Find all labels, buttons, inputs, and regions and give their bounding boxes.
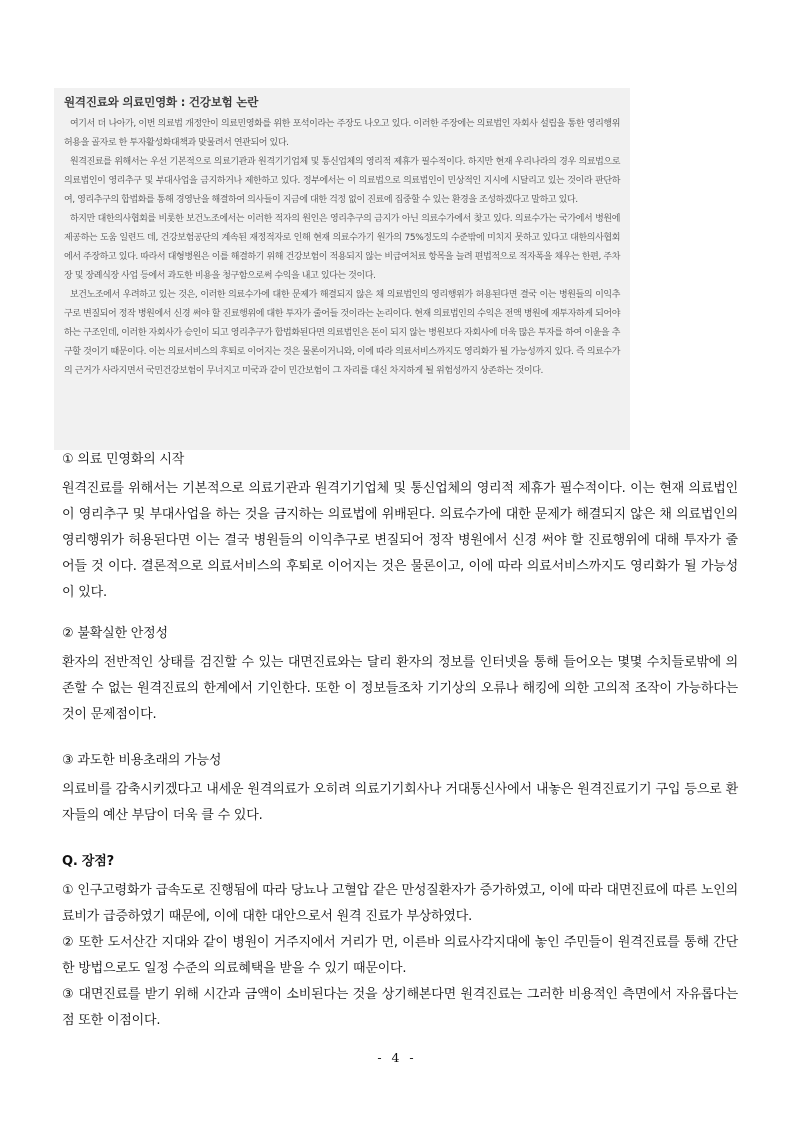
section-title: ③ 과도한 비용초래의 가능성 [62, 753, 222, 768]
advantage-item: ② 또한 도서산간 지대와 같이 병원이 거주지에서 거리가 먼, 이른바 의료사각지대에 놓인 주민들이 원격진료를 통해 간단한 방법으로도 일정 수준의 의료혜택을 받을 수 있기 때문이다. [62, 935, 738, 976]
excerpt-paragraph: 원격진료를 위해서는 우선 기본적으로 의료기관과 원격기기업체 및 통신업체의 영리적 제휴가 필수적이다. 하지만 현재 우리나라의 경우 의료법으로 의료법인이 영리추구 및 부대사업을 금지하거나 제한하고 있다. 정부에서는 이 의료법으로 의료법인이 민상적인 지시에 시달리고 있는 것이라 판단하여, 영리추구의 합법화를 통해 경영난을 해결하여 의사들이 지금에 대한 걱정 없이 진료에 집중할 수 있는 환경을 조성하겠다고 말하고 있다. [64, 157, 620, 205]
excerpt-paragraph: 여기서 더 나아가, 이번 의료법 개정안이 의료민영화를 위한 포석이라는 주장도 나오고 있다. 이러한 주장에는 의료법인 자회사 설립을 통한 영리행위 허용을 골자로 한 투자활성화대책과 맞물려서 연관되어 있다. [64, 119, 620, 148]
excerpt-title: 원격진료와 의료민영화 : 건강보험 논란 [64, 95, 259, 109]
advantage-item: ③ 대면진료를 받기 위해 시간과 금액이 소비된다는 것을 상기해본다면 원격진료는 그러한 비용적인 측면에서 자유롭다는 점 또한 이점이다. [62, 987, 738, 1028]
section-advantages [62, 853, 738, 1034]
quoted-excerpt-box [54, 88, 630, 450]
section-body: 환자의 전반적인 상태를 검진할 수 있는 대면진료와는 달리 환자의 정보를 인터넷을 통해 들어오는 몇몇 수치들로밖에 의존할 수 없는 원격진료의 한계에서 기인한다. 또한 이 정보들조차 기기상의 오류나 해킹에 의한 고의적 조작이 가능하다는 것이 문제점이다. [62, 655, 738, 722]
excerpt-paragraph: 보건노조에서 우려하고 있는 것은, 이러한 의료수가에 대한 문제가 해결되지 않은 채 의료법인의 영리행위가 허용된다면 결국 이는 병원들의 이익추구로 변질되어 정작 병원에서 신경 써야 할 진료행위에 대한 투자가 줄어들 것이라는 논리이다. 현재 의료법인의 수익은 전액 병원에 재투자하게 되어야 하는 구조인데, 이러한 자회사가 승인이 되고 영리추구가 합법화된다면 의료법인은 돈이 되지 않는 병원보다 자회사에 더욱 많은 투자를 하여 이윤을 추구할 것이기 때문이다. 이는 의료서비스의 후퇴로 이어지는 것은 물론이거니와, 이에 따라 의료서비스까지도 영리화가 될 가능성까지 있다. 즉 의료수가의 근거가 사라지면서 국민건강보험이 무너지고 미국과 같이 민간보험이 그 자리를 대신 차지하게 될 위험성까지 상존하는 것이다. [64, 290, 620, 376]
page-number: - 4 - [377, 1050, 417, 1065]
excerpt-paragraph: 하지만 대한의사협회를 비롯한 보건노조에서는 이러한 적자의 원인은 영리추구의 금지가 아닌 의료수가에서 찾고 있다. 의료수가는 국가에서 병원에 제공하는 도움 일련드 데, 건강보험공단의 계속된 재정적자로 인해 현재 의료수가기 원가의 75%정도의 수준밖에 미치지 못하고 있다고 대한의사협회에서 주장하고 있다. 따라서 대형병원은 이를 해결하기 위해 건강보험이 적용되지 않는 비급여처료 항목을 늘려 편법적으로 적자폭을 채우는 한편, 주차장 및 장례식장 사업 등에서 과도한 비용을 청구함으로써 수익을 내고 있다는 것이다. [64, 214, 620, 281]
advantage-item: ① 인구고령화가 급속도로 진행됨에 따라 당뇨나 고혈압 같은 만성질환자가 증가하였고, 이에 따라 대면진료에 따른 노인의료비가 급증하였기 때문에, 이에 대한 대안으로서 원격 진료가 부상하였다. [62, 883, 738, 924]
section-privatization [62, 451, 738, 606]
section-title: ① 의료 민영화의 시작 [62, 452, 185, 467]
section-body: 의료비를 감축시키겠다고 내세운 원격의료가 오히려 의료기기회사나 거대통신사에서 내놓은 원격진료기기 구입 등으로 환자들의 예산 부담이 더욱 클 수 있다. [62, 782, 738, 823]
advantages-title: Q. 장점? [62, 854, 114, 869]
section-uncertain-stability [62, 625, 738, 728]
section-excess-cost [62, 752, 738, 829]
section-body: 원격진료를 위해서는 기본적으로 의료기관과 원격기기업체 및 통신업체의 영리적 제휴가 필수적이다. 이는 현재 의료법인이 영리추구 및 부대사업을 하는 것을 금지하는 의료법에 위배된다. 의료수가에 대한 문제가 해결되지 않은 채 의료법인의 영리행위가 허용된다면 이는 결국 병원들의 이익추구로 변질되어 정작 병원에서 신경 써야 할 진료행위에 대해 투자가 줄어들 것 이다. 결론적으로 의료서비스의 후퇴로 이어지는 것은 물론이고, 이에 따라 의료서비스까지도 영리화가 될 가능성이 있다. [62, 481, 738, 600]
section-title: ② 불확실한 안정성 [62, 626, 168, 641]
